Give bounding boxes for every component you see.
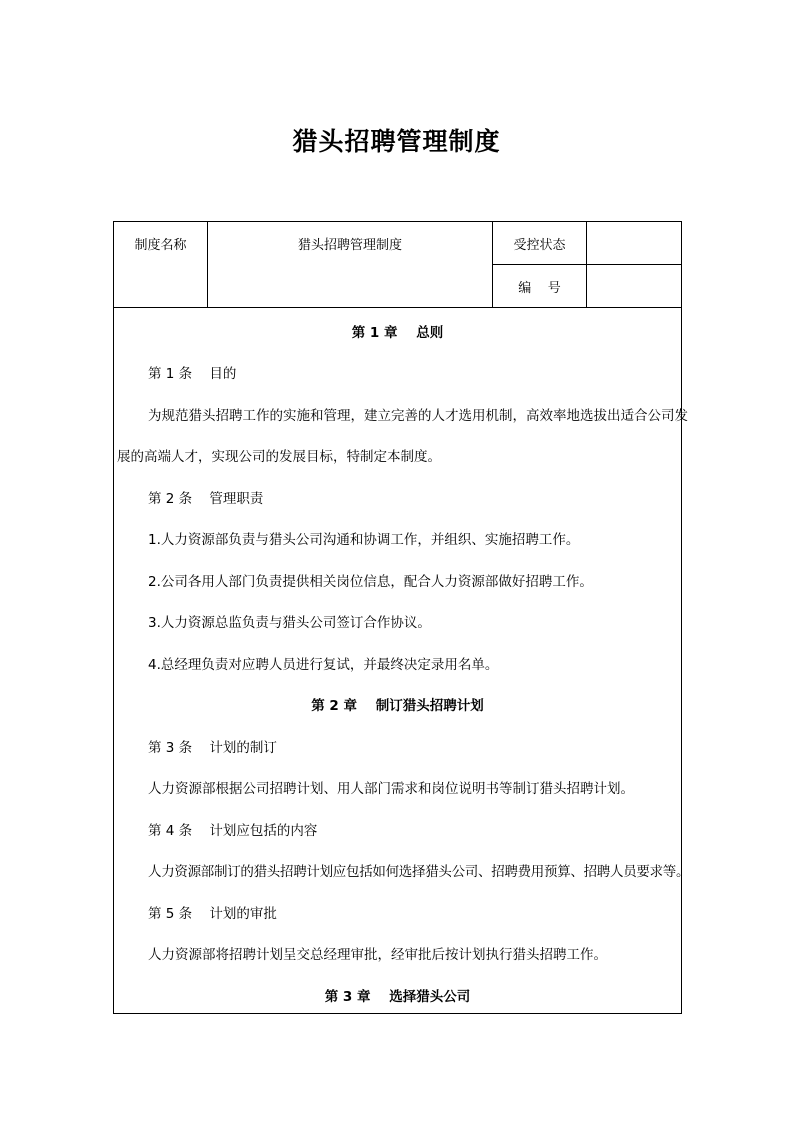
paragraph: 为规范猎头招聘工作的实施和管理，建立完善的人才选用机制，高效率地选拔出适合公司发 [148,408,688,424]
status-label: 受控状态 [513,238,566,253]
page-title: 猎头招聘管理制度 [292,127,501,156]
list-item: 3.人力资源总监负责与猎头公司签订合作协议。 [148,615,431,631]
document-header-table [114,222,681,308]
article-heading: 第 4 条 计划应包括的内容 [148,823,318,839]
paragraph: 人力资源部制订的猎头招聘计划应包括如何选择猎头公司、招聘费用预算、招聘人员要求等。 [148,864,690,880]
chapter-heading: 第 1 章 总则 [351,325,444,341]
regulation-document [113,221,690,1014]
article-heading: 第 2 条 管理职责 [148,491,264,507]
list-item: 1.人力资源部负责与猎头公司沟通和协调工作，并组织、实施招聘工作。 [148,532,580,548]
chapter-heading: 第 3 章 选择猎头公司 [324,989,471,1005]
name-label: 制度名称 [134,238,187,253]
article-heading: 第 5 条 计划的审批 [148,906,277,922]
paragraph: 人力资源部将招聘计划呈交总经理审批，经审批后按计划执行猎头招聘工作。 [148,947,607,963]
list-item: 2.公司各用人部门负责提供相关岗位信息，配合人力资源部做好招聘工作。 [148,574,593,590]
article-heading: 第 3 条 计划的制订 [148,740,277,756]
paragraph: 展的高端人才，实现公司的发展目标，特制定本制度。 [117,449,441,465]
article-heading: 第 1 条 目的 [148,366,237,382]
divider [492,264,681,265]
name-value: 猎头招聘管理制度 [297,238,402,253]
paragraph: 人力资源部根据公司招聘计划、用人部门需求和岗位说明书等制订猎头招聘计划。 [148,781,634,797]
list-item: 4.总经理负责对应聘人员进行复试，并最终决定录用名单。 [148,657,499,673]
number-label: 编 号 [518,281,561,296]
document-body [114,308,690,1013]
chapter-heading: 第 2 章 制订猎头招聘计划 [311,698,484,714]
